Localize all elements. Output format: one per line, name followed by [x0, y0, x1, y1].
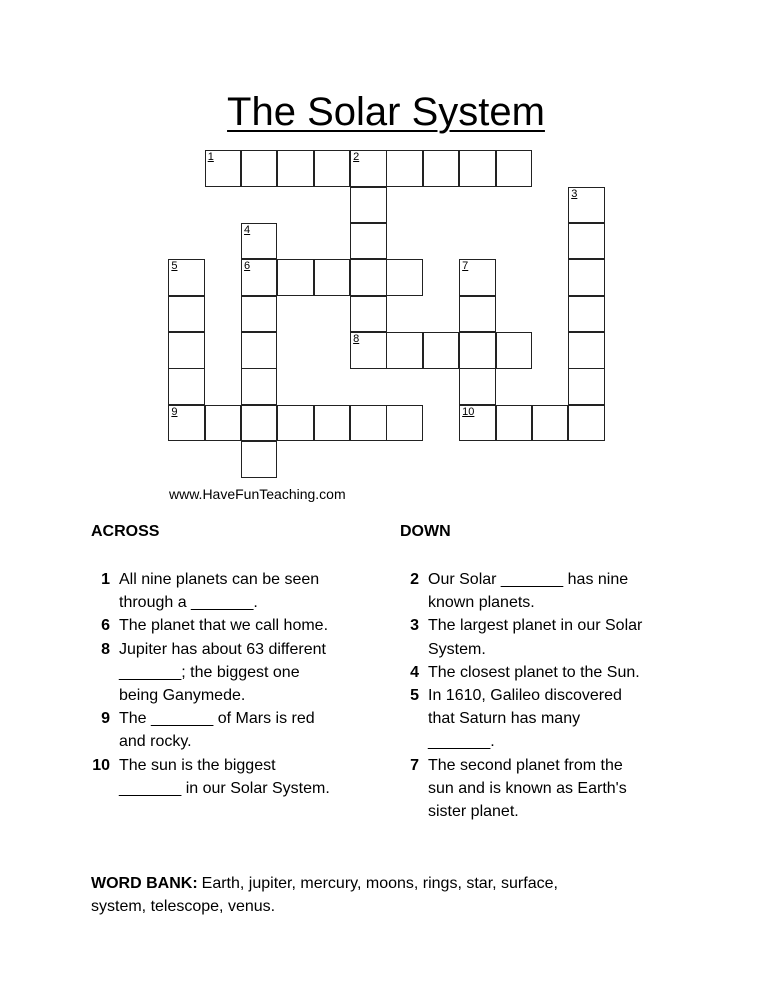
clue-number: 8 [101, 640, 110, 658]
clue-text-line: The planet that we call home. [119, 617, 329, 635]
clue-text-line: through a _______. [119, 594, 258, 612]
grid-cell[interactable] [168, 368, 204, 404]
clue-text-line: The second planet from the [428, 756, 623, 774]
grid-cell[interactable] [459, 150, 495, 186]
across-clue-6 [89, 614, 379, 637]
clue-text-line: The largest planet in our Solar [428, 617, 643, 635]
across-clue-9 [89, 707, 379, 753]
grid-cell[interactable] [350, 223, 386, 259]
grid-cell[interactable] [568, 296, 604, 332]
word-bank-words: Earth, jupiter, mercury, moons, rings, star, surface, system, telescope, venus. [91, 875, 558, 916]
grid-cell[interactable] [350, 405, 386, 441]
grid-cell[interactable] [568, 187, 604, 223]
clue-number: 2 [353, 151, 360, 164]
grid-cell[interactable] [568, 223, 604, 259]
clue-text-line: The sun is the biggest [119, 756, 276, 774]
clue-number: 7 [462, 260, 469, 273]
down-heading: DOWN [400, 523, 451, 540]
grid-cell[interactable] [277, 150, 313, 186]
word-bank [91, 872, 611, 918]
grid-cell[interactable] [459, 405, 495, 441]
grid-cell[interactable] [350, 259, 386, 295]
clue-number: 5 [171, 260, 178, 273]
grid-cell[interactable] [459, 259, 495, 295]
grid-cell[interactable] [168, 259, 204, 295]
grid-cell[interactable] [423, 150, 459, 186]
clue-text-line: being Ganymede. [119, 687, 246, 705]
down-clue-7 [398, 754, 698, 824]
website-credit: www.HaveFunTeaching.com [169, 486, 346, 502]
grid-cell[interactable] [314, 259, 350, 295]
grid-cell[interactable] [386, 150, 422, 186]
grid-cell[interactable] [568, 259, 604, 295]
grid-cell[interactable] [568, 405, 604, 441]
clue-text-line: In 1610, Galileo discovered [428, 687, 622, 705]
clue-text-line: The _______ of Mars is red [119, 710, 315, 728]
clue-text-line: All nine planets can be seen [119, 571, 320, 588]
word-bank-label: WORD BANK: [91, 875, 198, 892]
grid-cell[interactable] [350, 332, 386, 368]
clue-number: 9 [101, 710, 110, 728]
grid-cell[interactable] [241, 332, 277, 368]
across-clue-10 [89, 754, 379, 800]
clue-number: 4 [410, 663, 419, 681]
down-clue-2 [398, 568, 698, 614]
grid-cell[interactable] [205, 150, 241, 186]
clue-text-line: The closest planet to the Sun. [428, 663, 640, 681]
grid-cell[interactable] [241, 259, 277, 295]
clue-text-line: and rocky. [119, 733, 192, 751]
grid-cell[interactable] [350, 296, 386, 332]
clue-text-line: Our Solar _______ has nine [428, 571, 629, 588]
clue-number: 5 [410, 687, 419, 705]
grid-cell[interactable] [241, 150, 277, 186]
grid-cell[interactable] [241, 441, 277, 477]
across-clue-1 [89, 568, 379, 614]
across-heading: ACROSS [91, 523, 160, 540]
grid-cell[interactable] [314, 405, 350, 441]
grid-cell[interactable] [496, 150, 532, 186]
grid-cell[interactable] [459, 332, 495, 368]
down-clue-3 [398, 614, 698, 660]
clue-text-line: sister planet. [428, 803, 519, 821]
grid-cell[interactable] [241, 296, 277, 332]
clue-text-line: _______; the biggest one [119, 663, 300, 681]
clue-text-line: sun and is known as Earth's [428, 779, 627, 797]
grid-cell[interactable] [205, 405, 241, 441]
clue-text-line: Jupiter has about 63 different [119, 640, 326, 658]
grid-cell[interactable] [386, 405, 422, 441]
clue-text-line: that Saturn has many [428, 710, 581, 728]
clue-number: 1 [207, 151, 214, 164]
clue-number: 1 [101, 571, 110, 588]
clue-number: 4 [244, 224, 251, 237]
grid-cell[interactable] [386, 332, 422, 368]
grid-cell[interactable] [532, 405, 568, 441]
grid-cell[interactable] [241, 368, 277, 404]
grid-cell[interactable] [423, 332, 459, 368]
clue-number: 6 [101, 617, 110, 635]
clue-number: 6 [244, 260, 251, 273]
grid-cell[interactable] [168, 405, 204, 441]
down-clues [398, 568, 698, 823]
grid-cell[interactable] [277, 405, 313, 441]
grid-cell[interactable] [568, 332, 604, 368]
grid-cell[interactable] [241, 223, 277, 259]
grid-cell[interactable] [350, 187, 386, 223]
clue-text-line: _______ in our Solar System. [119, 779, 330, 797]
across-clue-8 [89, 638, 379, 708]
grid-cell[interactable] [459, 368, 495, 404]
clue-number: 9 [171, 405, 178, 418]
grid-cell[interactable] [168, 296, 204, 332]
clue-number: 8 [353, 333, 360, 346]
clue-number: 2 [410, 571, 419, 588]
grid-cell[interactable] [350, 150, 386, 186]
clue-text-line: _______. [428, 733, 495, 751]
page-title: The Solar System [227, 90, 545, 134]
across-clues [89, 568, 379, 800]
grid-cell[interactable] [168, 332, 204, 368]
clue-number: 7 [410, 756, 419, 774]
clue-text-line: System. [428, 640, 486, 658]
clue-number: 3 [571, 187, 578, 200]
clue-text-line: known planets. [428, 594, 535, 612]
grid-cell[interactable] [241, 405, 277, 441]
grid-cell[interactable] [277, 259, 313, 295]
grid-cell[interactable] [314, 150, 350, 186]
clue-number: 10 [462, 405, 475, 418]
down-clue-4 [398, 661, 698, 684]
grid-cell[interactable] [459, 296, 495, 332]
down-clue-5 [398, 684, 698, 754]
grid-cell[interactable] [496, 405, 532, 441]
clue-number: 10 [92, 756, 110, 774]
grid-cell[interactable] [496, 332, 532, 368]
clue-number: 3 [410, 617, 419, 635]
grid-cell[interactable] [568, 368, 604, 404]
grid-cell[interactable] [386, 259, 422, 295]
